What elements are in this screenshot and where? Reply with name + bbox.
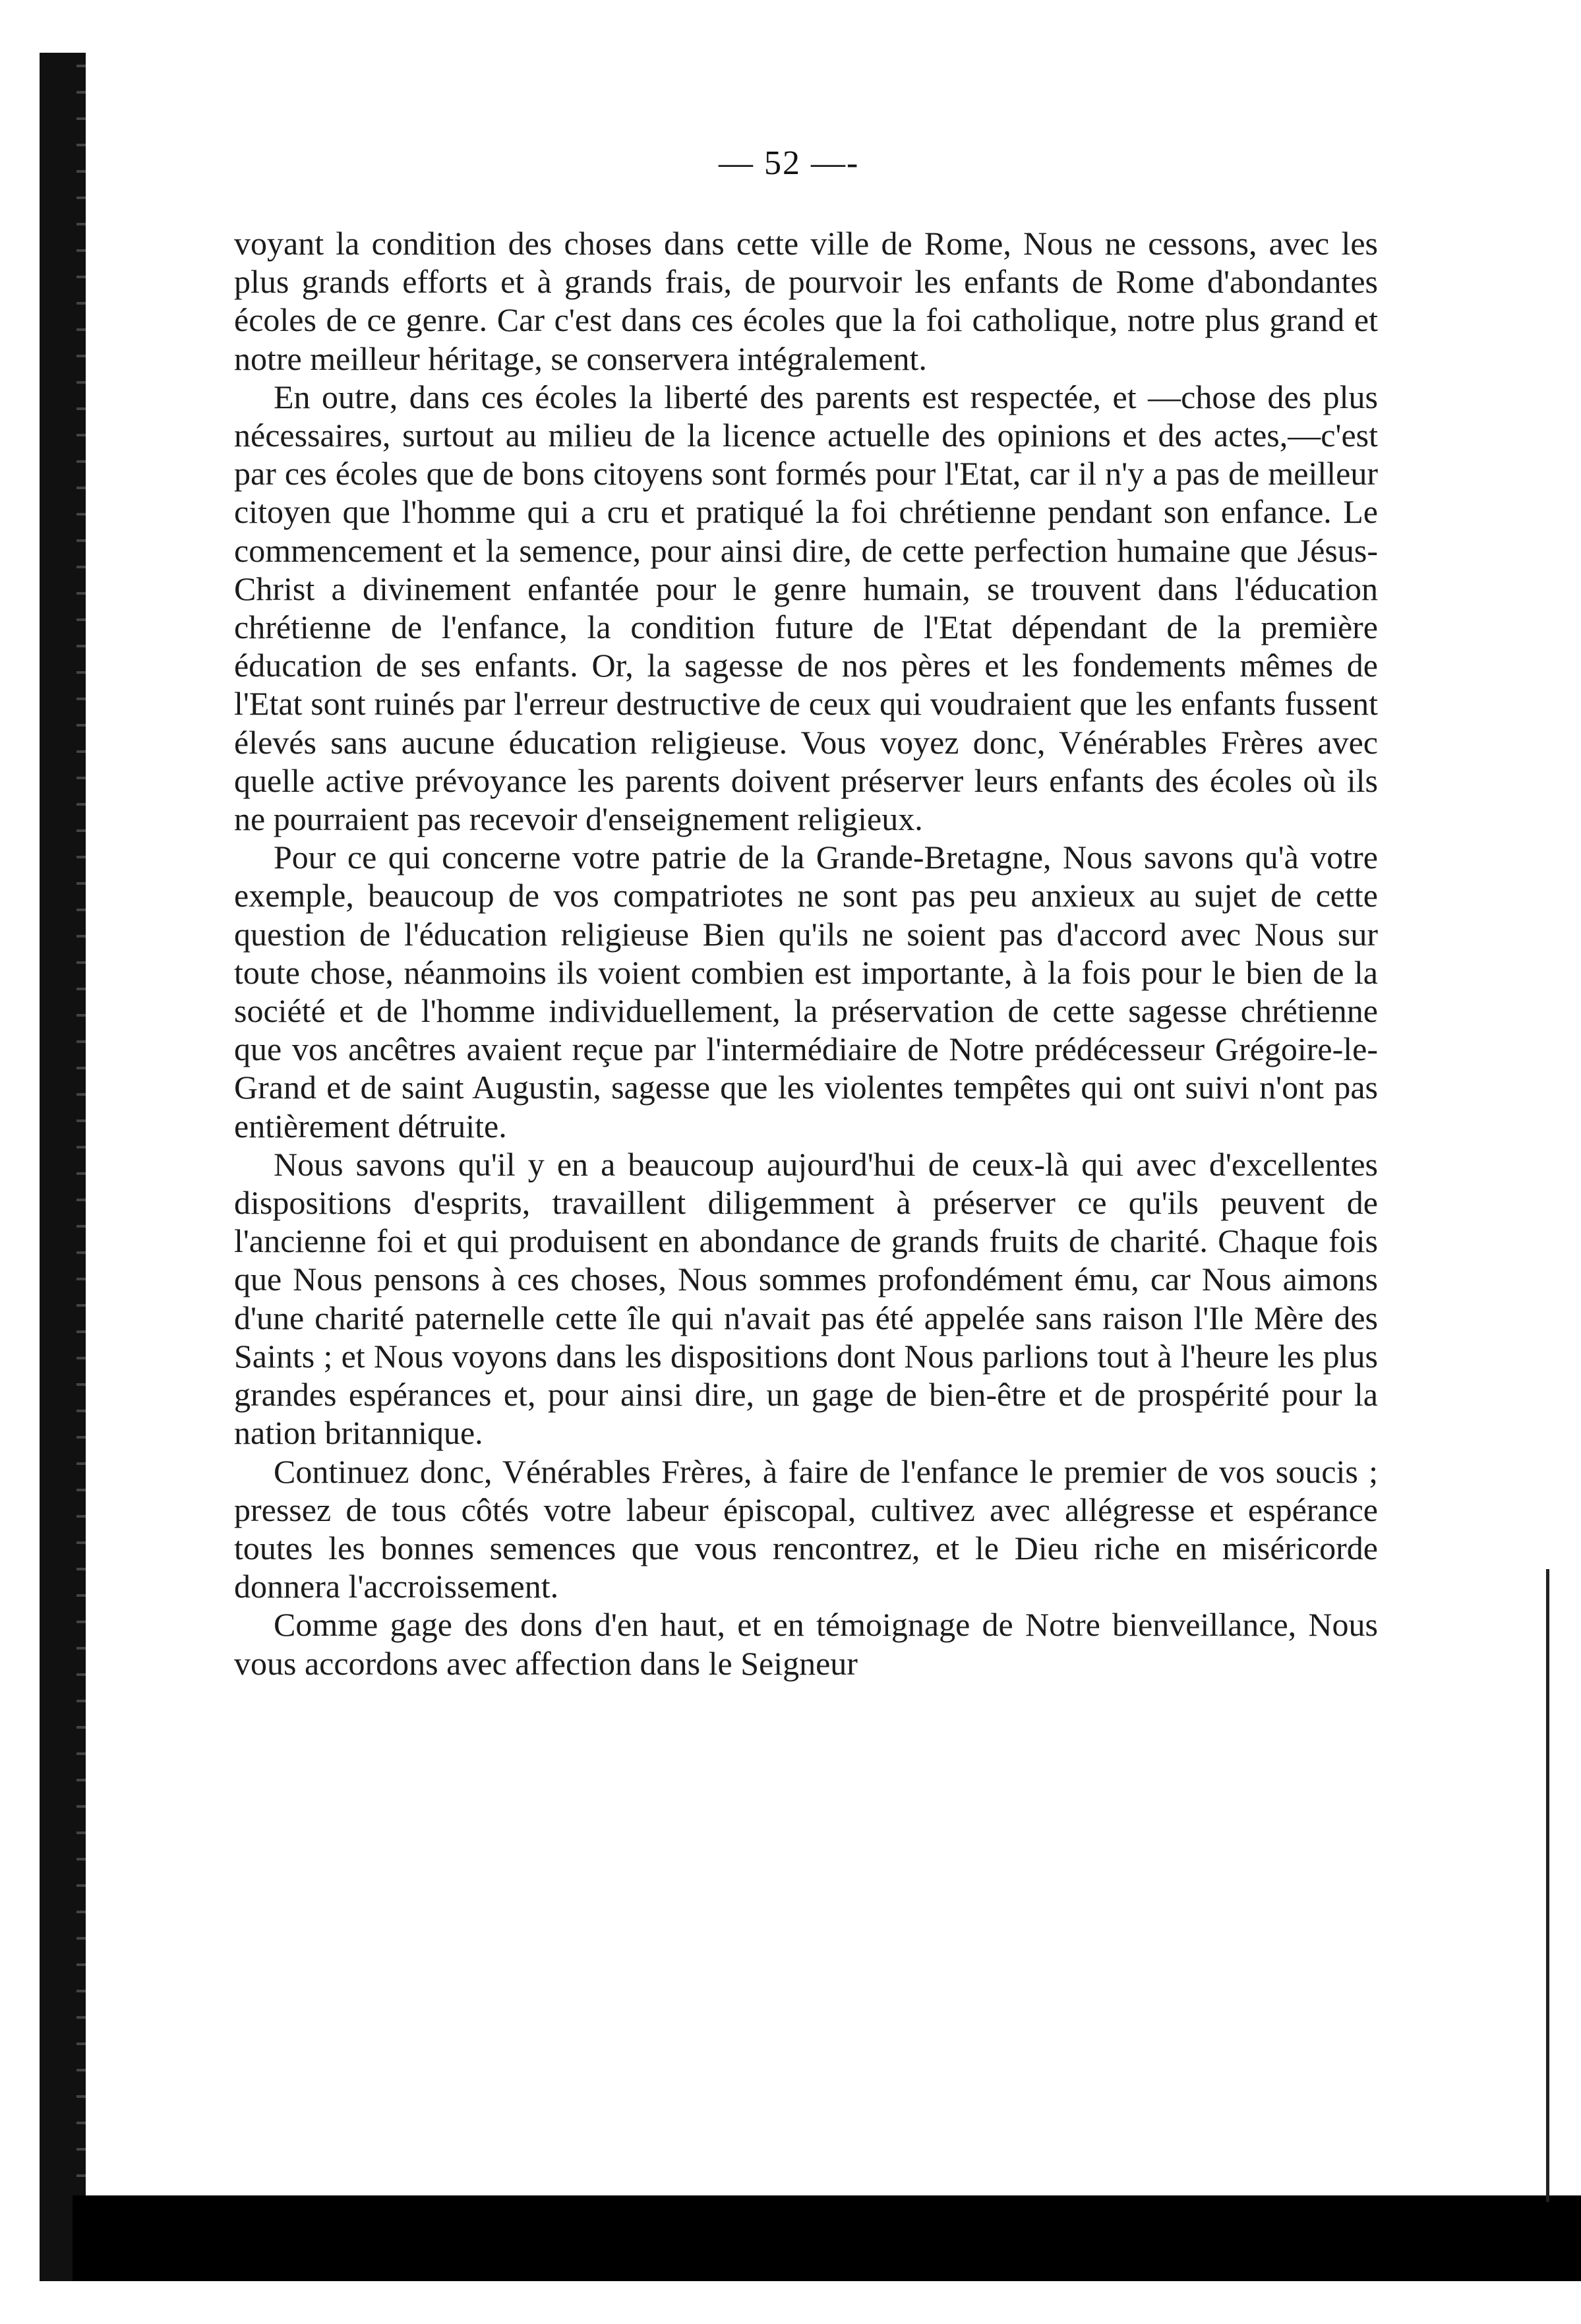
paragraph: voyant la condition des choses dans cette ville de Rome, Nous ne cessons, avec les plus grands efforts et à grands frais, de pourvoir les enfants de Rome d'abondantes écoles de ce genre. Car c'est dans ces écoles que la foi catholique, notre plus grand et notre meilleur héritage, se conservera intégralement.	[234, 225, 1378, 377]
paragraph: Pour ce qui concerne votre patrie de la Grande-Bretagne, Nous savons qu'à votre exemple, beaucoup de vos compatriotes ne sont pas peu anxieux au sujet de cette question de l'éducation religieuse Bien qu'ils ne soient pas d'accord avec Nous sur toute chose, néanmoins ils voient combien est importante, à la fois pour le bien de la société et de l'homme individuellement, la préservation de cette sagesse chrétienne que vos ancêtres avaient reçue par l'intermédiaire de Notre prédécesseur Grégoire-le-Grand et de saint Augustin, sagesse que les violentes tempêtes qui ont suivi n'ont pas entièrement détruite.	[234, 839, 1378, 1145]
paragraph: En outre, dans ces écoles la liberté des parents est respectée, et —chose des plus nécessaires, surtout au milieu de la licence actuelle des opinions et des actes,—c'est par ces écoles que de bons citoyens sont formés pour l'Etat, car il n'y a pas de meilleur citoyen que l'homme qui a cru et pratiqué la foi chrétienne pendant son enfance. Le commencement et la semence, pour ainsi dire, de cette perfection humaine que Jésus-Christ a divinement enfantée pour le genre humain, se trouvent dans l'éducation chrétienne de l'enfance, la condition future de l'Etat dépendant de la première éducation de ses enfants. Or, la sagesse de nos pères et les fondements mêmes de l'Etat sont ruinés par l'erreur destructive de ceux qui voudraient que les enfants fussent élevés sans aucune éducation religieuse. Vous voyez donc, Vénérables Frères avec quelle active prévoyance les parents doivent préserver leurs enfants des écoles où ils ne pourraient pas recevoir d'enseignement religieux.	[234, 378, 1378, 838]
paragraph: Continuez donc, Vénérables Frères, à faire de l'enfance le premier de vos soucis ; pressez de tous côtés votre labeur épiscopal, cultivez avec allégresse et espérance toutes les bonnes semences que vous rencontrez, et le Dieu riche en miséricorde donnera l'accroissement.	[234, 1452, 1378, 1605]
paragraph: Nous savons qu'il y en a beaucoup aujourd'hui de ceux-là qui avec d'excellentes dispositions d'esprits, travaillent diligemment à préserver ce qu'ils peuvent de l'ancienne foi et qui produisent en abondance de grands fruits de charité. Chaque fois que Nous pensons à ces choses, Nous sommes profondément ému, car Nous aimons d'une charité paternelle cette île qui n'avait pas été appelée sans raison l'Ile Mère des Saints ; et Nous voyons dans les dispositions dont Nous parlions tout à l'heure les plus grandes espérances et, pour ainsi dire, un gage de bien-être et de prospérité pour la nation britannique.	[234, 1145, 1378, 1452]
scan-left-border	[40, 53, 86, 2281]
body-text	[234, 224, 1378, 1683]
scan-bottom-border	[73, 2195, 1581, 2281]
scan-right-margin-mark	[1546, 1569, 1549, 2202]
page-number: — 52 —-	[719, 144, 860, 182]
paragraph: Comme gage des dons d'en haut, et en témoignage de Notre bienveillance, Nous vous accordons avec affection dans le Seigneur	[234, 1606, 1378, 1682]
